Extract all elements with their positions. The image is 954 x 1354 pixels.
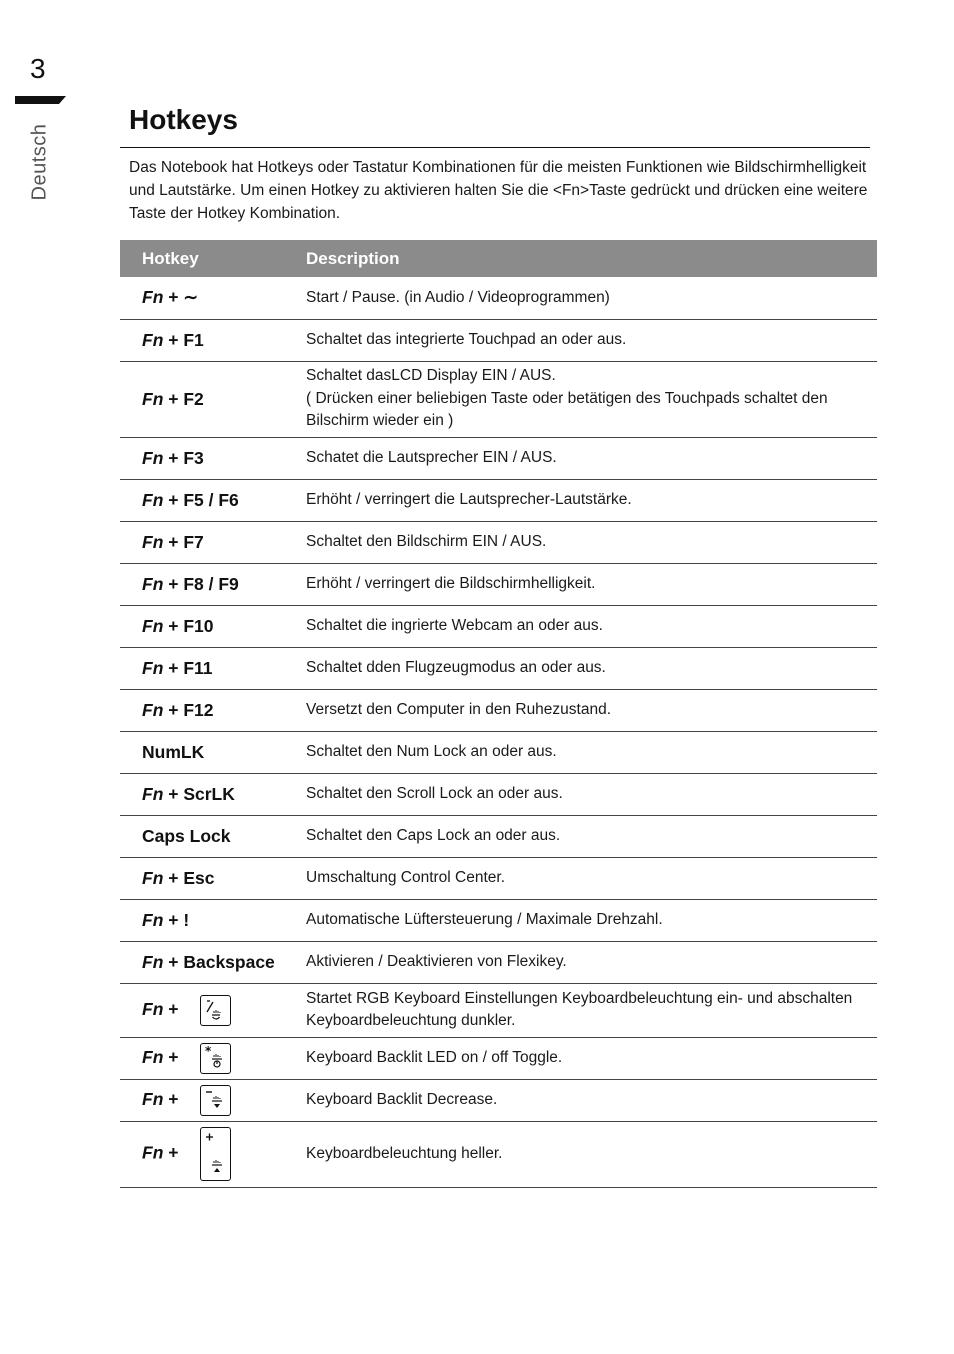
hotkey-cell — [120, 1121, 284, 1187]
fn-key-label: Fn — [142, 489, 164, 510]
hotkey-cell — [120, 983, 284, 1037]
description-cell: Schaltet dden Flugzeugmodus an oder aus. — [284, 647, 877, 689]
hotkey-cell — [120, 689, 284, 731]
fn-key-label: Fn — [142, 1088, 164, 1109]
hotkey-cell — [120, 815, 284, 857]
hotkey-cell — [120, 437, 284, 479]
description-cell: Keyboard Backlit LED on / off Toggle. — [284, 1037, 877, 1079]
description-cell: Versetzt den Computer in den Ruhezustand. — [284, 689, 877, 731]
description-cell: Keyboard Backlit Decrease. — [284, 1079, 877, 1121]
hotkey-combo: NumLK — [142, 741, 205, 762]
description-cell — [284, 361, 877, 437]
hotkey-combo: + F5 / F6 — [163, 489, 239, 510]
hotkey-cell — [120, 479, 284, 521]
fn-key-label: Fn — [142, 531, 164, 552]
page-number: 3 — [30, 53, 46, 84]
hotkey-cell — [120, 941, 284, 983]
description-cell: Schaltet das integrierte Touchpad an oder aus. — [284, 319, 877, 361]
fn-key-label: Fn — [142, 951, 164, 972]
table-row — [120, 899, 877, 941]
table-row — [120, 731, 877, 773]
hotkey-combo: + F8 / F9 — [163, 573, 239, 594]
fn-key-label: Fn — [142, 329, 164, 350]
hotkey-combo: + ScrLK — [163, 783, 235, 804]
hotkey-cell — [120, 319, 284, 361]
hotkey-cell — [120, 521, 284, 563]
fn-key-label: Fn — [142, 783, 164, 804]
description-cell: Umschaltung Control Center. — [284, 857, 877, 899]
hotkey-combo: + F12 — [163, 699, 214, 720]
rgb-keyboard-key-icon — [200, 995, 231, 1026]
hotkey-cell — [120, 1037, 284, 1079]
description-cell: Schaltet den Caps Lock an oder aus. — [284, 815, 877, 857]
header-description: Description — [284, 240, 877, 277]
table-row — [120, 563, 877, 605]
language-tab — [18, 122, 62, 202]
table-row — [120, 605, 877, 647]
intro-paragraph: Das Notebook hat Hotkeys oder Tastatur Kombinationen für die meisten Funktionen wie Bildschirmhelligkeit und Lautstärke. Um einen Hotkey zu aktivieren halten Sie die <Fn>Taste gedrückt und drücken eine weitere Taste der Hotkey Kombination. — [129, 159, 868, 222]
hotkey-combo: + — [163, 1088, 179, 1109]
hotkey-combo: + F3 — [163, 447, 204, 468]
table-row — [120, 437, 877, 479]
hotkey-table — [120, 240, 877, 1188]
table-row — [120, 983, 877, 1037]
fn-key-label: Fn — [142, 657, 164, 678]
hotkey-combo: Caps Lock — [142, 825, 231, 846]
table-row — [120, 521, 877, 563]
table-row — [120, 647, 877, 689]
description-cell: Erhöht / verringert die Lautsprecher-Lautstärke. — [284, 479, 877, 521]
hotkey-cell — [120, 605, 284, 647]
hotkey-combo: + F1 — [163, 329, 204, 350]
description-cell: Automatische Lüftersteuerung / Maximale Drehzahl. — [284, 899, 877, 941]
hotkey-combo: + F7 — [163, 531, 204, 552]
section-title: Hotkeys — [129, 104, 238, 135]
title-divider — [120, 147, 870, 148]
description-cell: Erhöht / verringert die Bildschirmhelligkeit. — [284, 563, 877, 605]
table-row — [120, 941, 877, 983]
backlight-toggle-key-icon — [200, 1043, 231, 1074]
table-row — [120, 479, 877, 521]
hotkey-cell — [120, 731, 284, 773]
table-row — [120, 1121, 877, 1187]
description-line: Schaltet dasLCD Display EIN / AUS. — [306, 367, 556, 385]
hotkey-combo: + F10 — [163, 615, 214, 636]
svg-text:*: * — [205, 1043, 212, 1058]
hotkey-cell — [120, 277, 284, 319]
backlight-decrease-key-icon — [200, 1085, 231, 1116]
fn-key-label: Fn — [142, 447, 164, 468]
description-cell: Schaltet den Bildschirm EIN / AUS. — [284, 521, 877, 563]
table-row — [120, 277, 877, 319]
fn-key-label: Fn — [142, 998, 164, 1019]
hotkey-cell — [120, 773, 284, 815]
description-cell: Schaltet den Num Lock an oder aus. — [284, 731, 877, 773]
table-header-row — [120, 240, 877, 277]
hotkey-cell — [120, 1079, 284, 1121]
hotkey-combo: + F2 — [163, 388, 204, 409]
hotkey-combo: + F11 — [163, 657, 213, 678]
hotkey-cell — [120, 563, 284, 605]
description-cell: Keyboardbeleuchtung heller. — [284, 1121, 877, 1187]
table-row — [120, 689, 877, 731]
description-cell: Schaltet den Scroll Lock an oder aus. — [284, 773, 877, 815]
fn-key-label: Fn — [142, 699, 164, 720]
description-line: ( Drücken einer beliebigen Taste oder betätigen des Touchpads schaltet den Bilschirm wieder ein ) — [306, 389, 828, 430]
fn-key-label: Fn — [142, 573, 164, 594]
side-tab-bar — [15, 96, 59, 104]
fn-key-label: Fn — [142, 909, 164, 930]
hotkey-combo: + — [163, 998, 179, 1019]
table-row — [120, 773, 877, 815]
hotkey-combo: + ∼ — [163, 287, 198, 308]
description-cell: Startet RGB Keyboard Einstellungen Keyboardbeleuchtung ein- und abschalten Keyboardbeleuchtung dunkler. — [284, 983, 877, 1037]
header-hotkey: Hotkey — [120, 240, 284, 277]
description-cell: Schaltet die ingrierte Webcam an oder aus. — [284, 605, 877, 647]
fn-key-label: Fn — [142, 1046, 164, 1067]
fn-key-label: Fn — [142, 867, 164, 888]
table-row — [120, 857, 877, 899]
hotkey-combo: + — [163, 1046, 179, 1067]
description-cell: Start / Pause. (in Audio / Videoprogrammen) — [284, 277, 877, 319]
hotkey-combo: + ! — [163, 909, 190, 930]
backlight-increase-key-icon — [200, 1127, 231, 1181]
hotkey-cell — [120, 857, 284, 899]
table-row — [120, 1037, 877, 1079]
hotkey-combo: + — [163, 1142, 179, 1163]
description-cell: Schatet die Lautsprecher EIN / AUS. — [284, 437, 877, 479]
fn-key-label: Fn — [142, 615, 164, 636]
hotkey-cell — [120, 361, 284, 437]
table-row — [120, 361, 877, 437]
language-tab-label: Deutsch — [28, 123, 51, 201]
hotkey-combo: + Backspace — [163, 951, 275, 972]
hotkey-cell — [120, 899, 284, 941]
description-cell: Aktivieren / Deaktivieren von Flexikey. — [284, 941, 877, 983]
fn-key-label: Fn — [142, 388, 164, 409]
fn-key-label: Fn — [142, 287, 164, 308]
table-row — [120, 815, 877, 857]
table-row — [120, 319, 877, 361]
hotkey-cell — [120, 647, 284, 689]
fn-key-label: Fn — [142, 1142, 164, 1163]
hotkey-combo: + Esc — [163, 867, 215, 888]
table-row — [120, 1079, 877, 1121]
